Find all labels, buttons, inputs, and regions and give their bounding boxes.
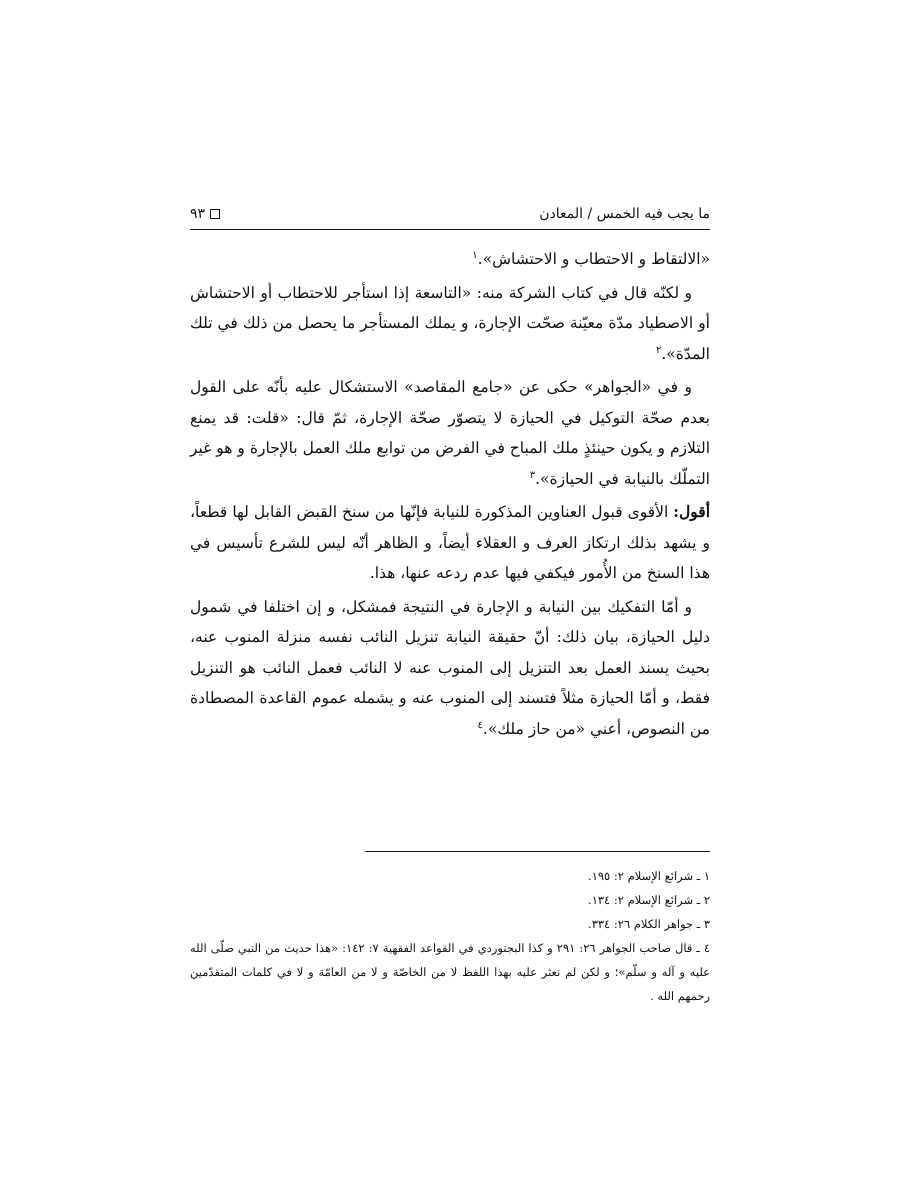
square-icon: [210, 209, 220, 219]
paragraph: [190, 592, 710, 745]
paragraph-text: و في «الجواهر» حكى عن «جامع المقاصد» الاستشكال عليه بأنّه على القول بعدم صحّة التوكيل في الحيازة لا يتصوّر صحّة الإجارة، ثمّ قال: «قلت: قد يمنع التلازم و يكون حينئذٍ ملك المباح في الفرض من توابع ملك العمل بالإجارة و هو غير التملّك بالنيابة في الحيازة».: [190, 378, 710, 488]
running-title: ما يجب فيه الخمس / المعادن: [539, 206, 710, 222]
footnote-ref: ١: [472, 249, 478, 261]
paragraph-text: «الالتقاط و الاحتطاب و الاحتشاش».: [477, 250, 710, 268]
footnote: ٢ ـ شرائع الإسلام ٢: ١٣٤.: [588, 893, 710, 907]
footnote: ٤ ـ قال صاحب الجواهر ٢٦: ٢٩١ و كذا البجنوردي في القواعد الفقهية ٧: ١٤٢: «هذا حديث من النبي صلّى الله عليه و آله و سلّم»؛ و لكن لم نعثر عليه بهذا اللفظ لا من الخاصّة و لا من العامّة و لا في كلمات المتقدّمين رحمهم الله .: [190, 941, 711, 1003]
page-number: ٩٣: [190, 206, 206, 222]
paragraph: [190, 244, 710, 275]
running-header: [190, 200, 710, 228]
footnotes: [190, 864, 710, 1008]
paragraph-text: و أمّا التفكيك بين النيابة و الإجارة في النتيجة فمشكل، و إن اختلفا في شمول دليل الحيازة، بيان ذلك: أنّ حقيقة النيابة تنزيل النائب نفسه منزلة المنوب عنه، بحيث يسند العمل بعد التنزيل إلى المنوب عنه لا النائب فعمل النائب هو التنزيل فقط، و أمّا الحيازة مثلاً فتسند إلى المنوب عنه و يشمله عموم القاعدة المصطادة من النصوص، أعني «من حاز ملك».: [190, 597, 710, 738]
paragraph: [190, 372, 710, 494]
page-number-group: [190, 206, 220, 222]
header-rule: [190, 229, 710, 230]
main-text: [190, 244, 710, 747]
footnote: ١ ـ شرائع الإسلام ٢: ١٩٥.: [588, 869, 710, 883]
paragraph: [190, 278, 710, 370]
paragraph-text: الأقوى قبول العناوين المذكورة للنيابة فإنّها من سنخ القبض القابل لها قطعاً، و يشهد بذلك ارتكاز العرف و العقلاء أيضاً، و الظاهر أنّه ليس للشرع تأسيس في هذا السنخ من الأُمور فيكفي فيها عدم ردعه عنها، هذا.: [190, 503, 710, 582]
footnote: ٣ ـ جواهر الكلام ٢٦: ٣٣٤.: [588, 917, 710, 931]
footnote-ref: ٣: [529, 469, 536, 481]
footnote-ref: ٤: [477, 719, 483, 731]
paragraph-lead: أقول:: [673, 502, 711, 521]
paragraph-text: و لكنّه قال في كتاب الشركة منه: «التاسعة إذا استأجر للاحتطاب أو الاحتشاش أو الاصطياد مدّة معيّنة صحّت الإجارة، و يملك المستأجر ما يحصل من ذلك في تلك المدّة».: [190, 283, 710, 363]
footnote-ref: ٢: [655, 344, 662, 356]
footnote-rule: [365, 851, 710, 852]
paragraph: [190, 497, 710, 589]
